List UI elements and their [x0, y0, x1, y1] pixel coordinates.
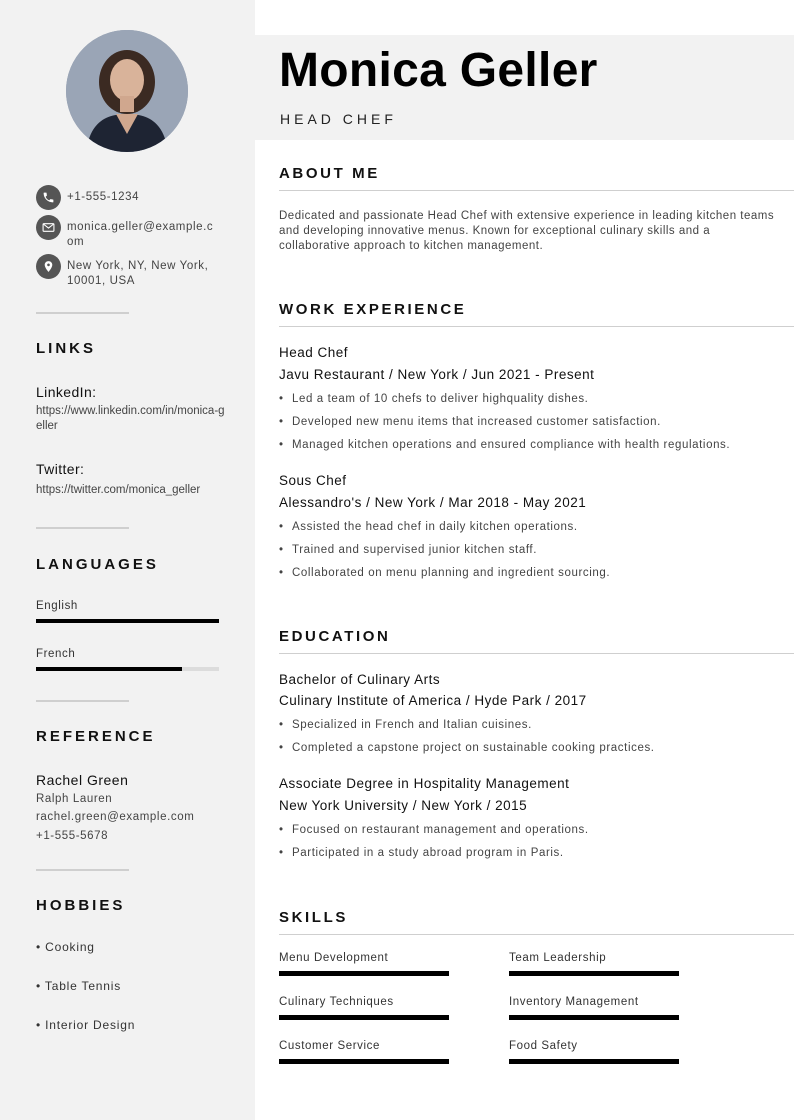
degree-details: Culinary Institute of America / Hyde Park / 2017	[279, 693, 587, 708]
job-bullet: • Led a team of 10 chefs to deliver highquality dishes.	[279, 393, 589, 405]
language-name: French	[36, 648, 76, 660]
envelope-icon	[36, 215, 61, 240]
contact-phone	[36, 185, 217, 210]
language-name: English	[36, 600, 78, 612]
job-bullet: • Assisted the head chef in daily kitchen operations.	[279, 521, 578, 533]
address-text: New York, NY, New York, 10001, USA	[67, 260, 209, 287]
reference-phone: +1-555-5678	[36, 830, 109, 842]
reference-email: rachel.green@example.com	[36, 811, 195, 823]
linkedin-link[interactable]: https://www.linkedin.com/in/monica-geller	[36, 405, 225, 432]
job-bullet: • Managed kitchen operations and ensured compliance with health regulations.	[279, 439, 731, 451]
degree-name: Associate Degree in Hospitality Management	[279, 776, 570, 791]
map-pin-icon	[36, 254, 61, 279]
reference-company: Ralph Lauren	[36, 793, 113, 805]
sidebar-divider	[36, 700, 129, 702]
job-bullet: • Developed new menu items that increased customer satisfaction.	[279, 416, 661, 428]
language-bar-french	[36, 667, 219, 671]
section-divider	[279, 653, 794, 654]
skill-bar	[509, 971, 679, 976]
hobby-item: • Interior Design	[36, 1018, 136, 1032]
contact-address	[36, 254, 217, 289]
skill-name: Customer Service	[279, 1040, 380, 1052]
skill-bar	[509, 1015, 679, 1020]
skill-bar	[279, 1015, 449, 1020]
reference-name: Rachel Green	[36, 772, 129, 788]
hobby-item: • Cooking	[36, 940, 95, 954]
section-divider	[279, 934, 794, 935]
hobby-item: • Table Tennis	[36, 979, 122, 993]
email-text: monica.geller@example.com	[67, 221, 214, 248]
about-text: Dedicated and passionate Head Chef with extensive experience in leading kitchen teams and developing innovative menus. Known for exceptional culinary skills and a collaborative approach to kitchen management.	[279, 210, 775, 252]
sidebar-divider	[36, 527, 129, 529]
languages-heading: LANGUAGES	[36, 556, 159, 573]
skill-name: Culinary Techniques	[279, 996, 394, 1008]
sidebar	[0, 0, 255, 1120]
education-heading: EDUCATION	[279, 628, 391, 645]
job-role: Sous Chef	[279, 473, 347, 488]
skill-name: Inventory Management	[509, 996, 639, 1008]
skill-bar	[279, 971, 449, 976]
degree-bullet: • Completed a capstone project on sustainable cooking practices.	[279, 742, 655, 754]
skill-name: Team Leadership	[509, 952, 607, 964]
twitter-link[interactable]: https://twitter.com/monica_geller	[36, 484, 201, 496]
section-divider	[279, 326, 794, 327]
skill-name: Food Safety	[509, 1040, 578, 1052]
linkedin-label: LinkedIn:	[36, 384, 97, 400]
degree-details: New York University / New York / 2015	[279, 798, 528, 813]
sidebar-divider	[36, 869, 129, 871]
skills-heading: SKILLS	[279, 909, 348, 926]
skill-name: Menu Development	[279, 952, 389, 964]
degree-bullet: • Focused on restaurant management and operations.	[279, 824, 589, 836]
avatar	[66, 30, 188, 152]
phone-icon	[36, 185, 61, 210]
sidebar-divider	[36, 312, 129, 314]
skill-bar	[279, 1059, 449, 1064]
job-title: HEAD CHEF	[280, 111, 397, 127]
work-heading: WORK EXPERIENCE	[279, 301, 467, 318]
language-bar-english	[36, 619, 219, 623]
twitter-label: Twitter:	[36, 461, 85, 477]
job-details: Javu Restaurant / New York / Jun 2021 - Present	[279, 367, 595, 382]
contact-email	[36, 215, 217, 250]
section-divider	[279, 190, 794, 191]
job-role: Head Chef	[279, 345, 349, 360]
hobbies-heading: HOBBIES	[36, 897, 126, 914]
reference-heading: REFERENCE	[36, 728, 156, 745]
job-bullet: • Collaborated on menu planning and ingredient sourcing.	[279, 567, 611, 579]
about-heading: ABOUT ME	[279, 165, 380, 182]
degree-name: Bachelor of Culinary Arts	[279, 672, 441, 687]
links-heading: LINKS	[36, 340, 96, 357]
phone-text: +1-555-1234	[67, 191, 140, 203]
job-bullet: • Trained and supervised junior kitchen staff.	[279, 544, 538, 556]
degree-bullet: • Participated in a study abroad program in Paris.	[279, 847, 564, 859]
skill-bar	[509, 1059, 679, 1064]
job-details: Alessandro's / New York / Mar 2018 - May 2021	[279, 495, 587, 510]
candidate-name: Monica Geller	[279, 44, 598, 97]
degree-bullet: • Specialized in French and Italian cuisines.	[279, 719, 532, 731]
